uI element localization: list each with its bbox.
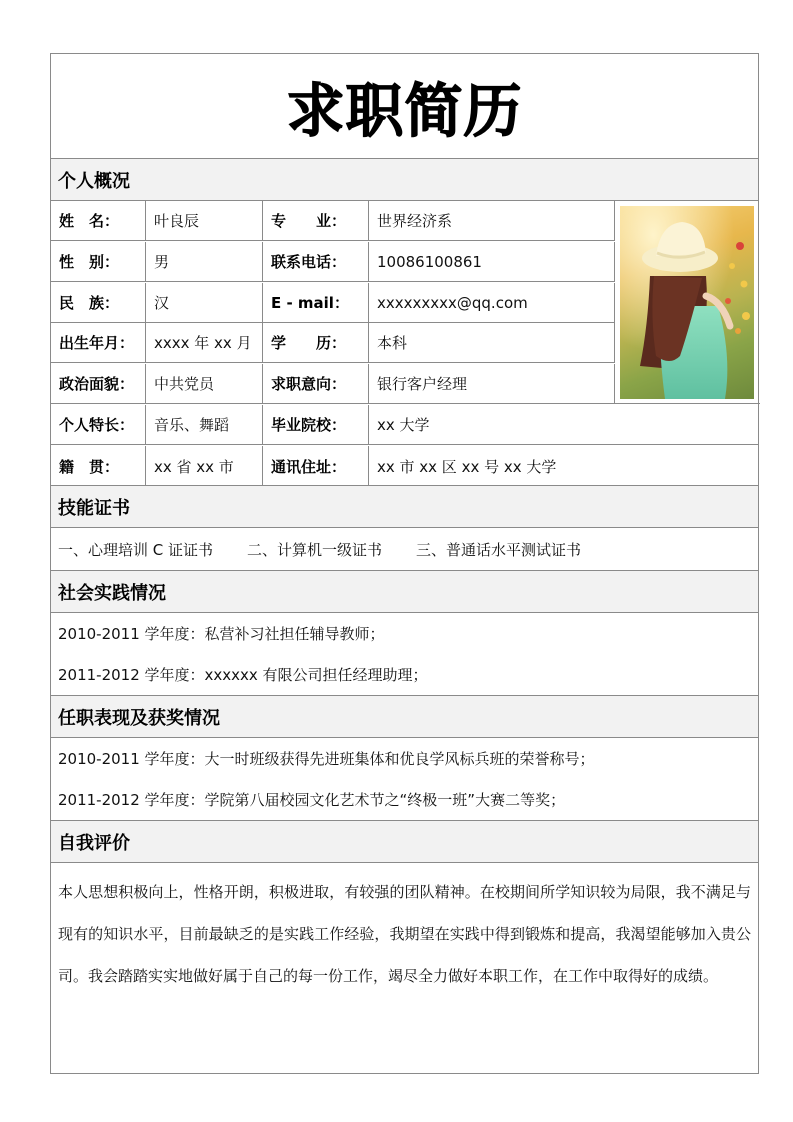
- value-education: 本科: [369, 323, 615, 362]
- section-heading-practice: 社会实践情况: [51, 571, 758, 613]
- resume-page: [50, 53, 759, 1074]
- title-box: [51, 54, 758, 159]
- label-birth: 出生年月：: [51, 323, 146, 362]
- label-phone: 联系电话：: [263, 242, 369, 281]
- value-hometown: xx 省 xx 市: [146, 446, 263, 486]
- info-row-politics: [51, 364, 615, 404]
- label-school: 毕业院校：: [263, 405, 369, 444]
- value-specialty: 音乐、舞蹈: [146, 405, 263, 444]
- certificate-item: 二、计算机一级证书: [247, 540, 383, 559]
- personal-info-table: [51, 201, 758, 486]
- label-major: 专 业：: [263, 201, 369, 240]
- value-politics: 中共党员: [146, 364, 263, 403]
- value-school: xx 大学: [377, 416, 430, 434]
- practice-list: [51, 613, 758, 696]
- label-email: E - mail：: [263, 283, 369, 322]
- award-item: 2011-2012 学年度：学院第八届校园文化艺术节之“终极一班”大赛二等奖；: [58, 791, 566, 809]
- section-heading-self-evaluation: 自我评价: [51, 821, 758, 863]
- award-item: 2010-2011 学年度：大一时班级获得先进班集体和优良学风标兵班的荣誉称号；: [58, 750, 595, 768]
- value-birth: xxxx 年 xx 月: [146, 323, 263, 362]
- label-address: 通讯住址：: [263, 446, 369, 486]
- value-gender: 男: [146, 242, 263, 281]
- section-heading-awards: 任职表现及获奖情况: [51, 696, 758, 738]
- value-email: xxxxxxxxx@qq.com: [369, 283, 615, 322]
- info-row-hometown: [51, 446, 759, 486]
- awards-list: [51, 738, 758, 821]
- value-job-intent: 银行客户经理: [369, 364, 615, 403]
- info-row-birth: [51, 323, 615, 363]
- label-job-intent: 求职意向：: [263, 364, 369, 403]
- value-name: 叶良辰: [146, 201, 263, 240]
- label-specialty: 个人特长：: [51, 405, 146, 444]
- practice-item: 2010-2011 学年度：私营补习社担任辅导教师；: [58, 625, 385, 643]
- value-address: xx 市 xx 区 xx 号 xx 大学: [377, 457, 557, 476]
- self-evaluation-text: 本人思想积极向上，性格开朗，积极进取，有较强的团队精神。在校期间所学知识较为局限，我不满足与现有的知识水平，目前最缺乏的是实践工作经验，我期望在实践中得到锻炼和提高，我渴望能够加入贵公司。我会踏踏实实地做好属于自己的每一份工作，竭尽全力做好本职工作，在工作中取得好的成绩。: [58, 883, 751, 985]
- info-row-specialty: [51, 405, 759, 445]
- practice-item: 2011-2012 学年度：xxxxxx 有限公司担任经理助理；: [58, 666, 428, 684]
- certificate-item: 三、普通话水平测试证书: [416, 540, 582, 559]
- certificate-item: 一、心理培训 C 证证书: [58, 540, 214, 559]
- value-phone: 10086100861: [369, 242, 615, 281]
- label-education: 学 历：: [263, 323, 369, 362]
- value-ethnicity: 汉: [146, 283, 263, 322]
- girl-with-hat-illustration: [620, 206, 754, 399]
- section-heading-skills: 技能证书: [51, 486, 758, 528]
- label-name: 姓 名：: [51, 201, 146, 240]
- info-row-gender: [51, 242, 615, 282]
- profile-photo: [620, 206, 754, 399]
- resume-title: 求职简历: [286, 77, 523, 145]
- certificate-list: [51, 528, 758, 571]
- label-politics: 政治面貌：: [51, 364, 146, 403]
- info-row-name: [51, 201, 615, 241]
- photo-cell: [615, 201, 760, 404]
- info-row-ethnicity: [51, 283, 615, 323]
- label-ethnicity: 民 族：: [51, 283, 146, 322]
- label-hometown: 籍 贯：: [51, 446, 146, 486]
- section-heading-overview: 个人概况: [51, 159, 758, 201]
- value-major: 世界经济系: [369, 201, 615, 240]
- label-gender: 性 别：: [51, 242, 146, 281]
